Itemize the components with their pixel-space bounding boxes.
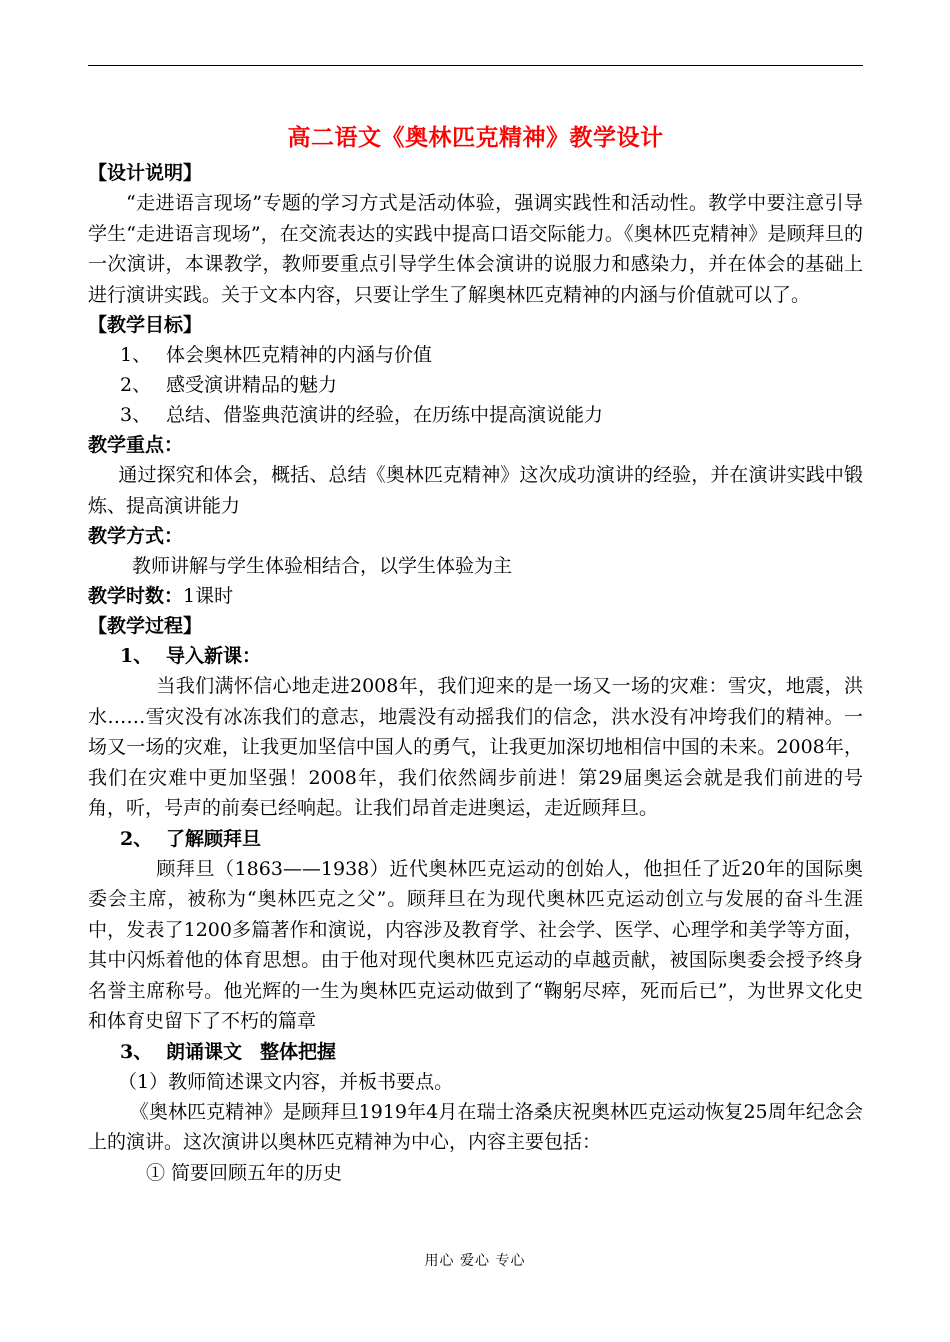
design-note-heading: 【设计说明】 [88, 162, 203, 184]
step3-point1: ① 简要回顾五年的历史 [146, 1161, 343, 1184]
goal-item: 1、 体会奥林匹克精神的内涵与价值 [120, 344, 433, 366]
step3-text: 《奥林匹克精神》是顾拜旦1919年4月在瑞士洛桑庆祝奥林匹克运动恢复25周年纪念会上的演讲。这次演讲以奥林匹克精神为中心，内容主要包括： [88, 1100, 863, 1153]
hours-line [88, 581, 863, 611]
step2-text: 顾拜旦（1863——1938）近代奥林匹克运动的创始人，他担任了近20年的国际奥委会主席，被称为“奥林匹克之父”。顾拜旦在为现代奥林匹克运动创立与发展的奋斗生涯中，发表了1200多篇著作和演说，内容涉及教育学、社会学、医学、心理学和美学等方面，其中闪烁着他的体育思想。由于他对现代奥林匹克运动的卓越贡献，被国际奥委会授予终身名誉主席称号。他光辉的一生为奥林匹克运动做到了“鞠躬尽瘁，死而后已”，为世界文化史和体育史留下了不朽的篇章 [88, 857, 863, 1032]
goals-heading: 【教学目标】 [88, 314, 203, 336]
step3-heading: 3、 朗诵课文 整体把握 [120, 1040, 337, 1063]
document-body [88, 118, 863, 1188]
header-rule [88, 65, 863, 66]
step3-sub1: （1）教师简述课文内容，并板书要点。 [118, 1070, 454, 1093]
focus-text: 通过探究和体会，概括、总结《奥林匹克精神》这次成功演讲的经验，并在演讲实践中锻炼、提高演讲能力 [88, 464, 863, 517]
step1-text: 当我们满怀信心地走进2008年，我们迎来的是一场又一场的灾难：雪灾，地震，洪水……雪灾没有冰冻我们的意志，地震没有动摇我们的信念，洪水没有冲垮我们的精神。一场又一场的灾难，让我更加坚信中国人的勇气，让我更加深切地相信中国的未来。2008年，我们在灾难中更加坚强！2008年，我们依然阔步前进！第29届奥运会就是我们前进的号角，听，号声的前奏已经响起。让我们昂首走进奥运，走近顾拜旦。 [88, 675, 863, 819]
goal-item: 3、 总结、借鉴典范演讲的经验，在历练中提高演说能力 [120, 404, 604, 426]
focus-heading: 教学重点： [88, 434, 184, 456]
method-text: 教师讲解与学生体验相结合，以学生体验为主 [132, 555, 513, 577]
step2-heading: 2、 了解顾拜旦 [120, 827, 262, 850]
hours-heading: 教学时数： [88, 585, 184, 607]
method-heading: 教学方式： [88, 525, 184, 547]
process-heading: 【教学过程】 [88, 615, 203, 637]
document-title: 高二语文《奥林匹克精神》教学设计 [287, 124, 664, 151]
page-footer: 用心 爱心 专心 [424, 1253, 526, 1269]
design-note-text: “走进语言现场”专题的学习方式是活动体验，强调实践性和活动性。教学中要注意引导学生“走进语言现场”，在交流表达的实践中提高口语交际能力。《奥林匹克精神》是顾拜旦的一次演讲，本课教学，教师要重点引导学生体会演讲的说服力和感染力，并在体会的基础上进行演讲实践。关于文本内容，只要让学生了解奥林匹克精神的内涵与价值就可以了。 [88, 192, 863, 306]
hours-value: 1课时 [183, 585, 234, 607]
goal-item: 2、 感受演讲精品的魅力 [120, 374, 338, 396]
step1-heading: 1、 导入新课： [120, 645, 262, 667]
